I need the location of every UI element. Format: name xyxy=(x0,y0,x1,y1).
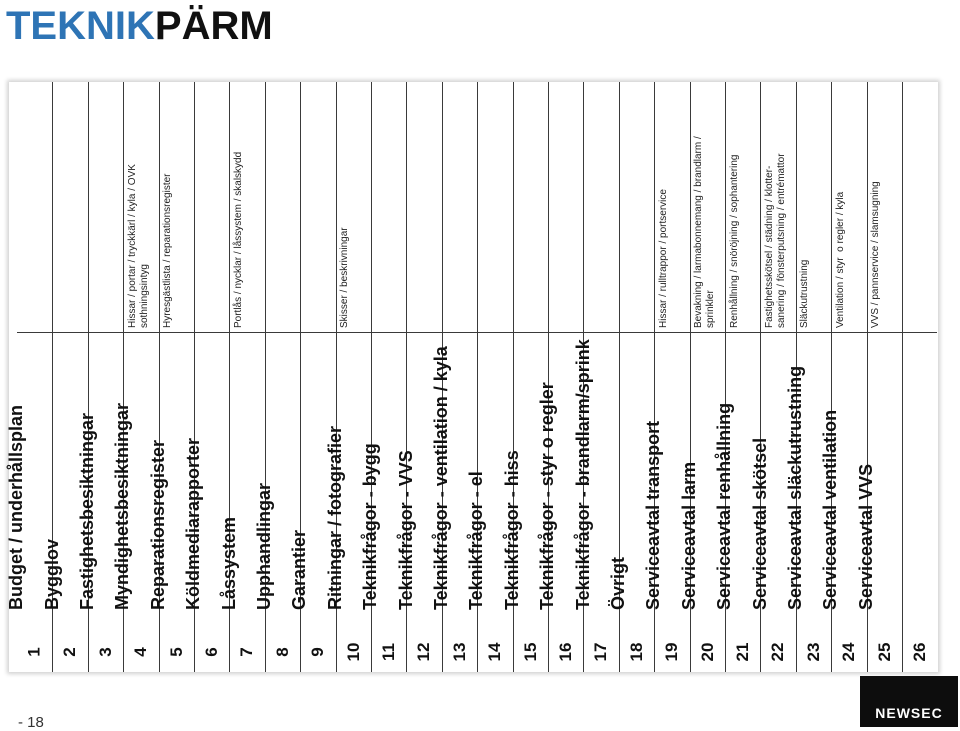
row-number: 22 xyxy=(768,642,788,662)
row-divider xyxy=(478,332,512,333)
row-label: Serviceavtal skötsel xyxy=(749,437,770,610)
row-number: 8 xyxy=(272,647,292,657)
row-number: 24 xyxy=(839,642,859,662)
row-divider xyxy=(655,332,689,333)
row-label: Bygglov xyxy=(41,538,62,610)
index-row xyxy=(902,82,937,672)
row-number: 21 xyxy=(733,642,753,662)
row-divider xyxy=(160,332,194,333)
row-divider xyxy=(124,332,158,333)
row-divider xyxy=(832,332,866,333)
row-note: Fastighetsskötsel / städning / klotter- sanering / fönsterputsning / entrémattor xyxy=(763,153,787,328)
row-number: 11 xyxy=(379,643,399,661)
logo-text: NEWSEC xyxy=(875,704,943,721)
row-number: 20 xyxy=(697,642,717,662)
row-number: 26 xyxy=(910,642,930,662)
row-number: 12 xyxy=(414,642,434,662)
row-note: Bevakning / larmabonnemang / brandlarm / sprinkler xyxy=(693,136,717,328)
row-number: 4 xyxy=(131,647,151,657)
row-divider xyxy=(797,332,831,333)
row-label: Serviceavtal larm xyxy=(678,461,699,610)
row-divider xyxy=(726,332,760,333)
row-divider xyxy=(372,332,406,333)
row-divider xyxy=(443,332,477,333)
row-divider xyxy=(53,332,87,333)
row-label: Teknikfrågor - brandlarm/sprink xyxy=(572,339,593,610)
row-label: Teknikfrågor - VVS xyxy=(395,450,416,610)
row-label: Köldmediarapporter xyxy=(183,437,204,610)
row-divider xyxy=(337,332,371,333)
row-divider xyxy=(868,332,902,333)
row-label: Myndighetsbesiktningar xyxy=(112,402,133,610)
page-title xyxy=(6,2,273,50)
binder-index-sheet xyxy=(5,82,938,672)
row-label: Teknikfrågor - el xyxy=(466,471,487,610)
row-number: 16 xyxy=(556,642,576,662)
row-number: 19 xyxy=(662,642,682,662)
title-part-parm: PÄRM xyxy=(154,4,273,48)
row-number: 23 xyxy=(803,642,823,662)
row-note: Hissar / rulltrappor / portservice xyxy=(657,189,669,328)
row-label: Fastighetsbesiktningar xyxy=(76,412,97,610)
row-label: Reparationsregister xyxy=(147,439,168,610)
row-label: Teknikfrågor - ventilation / kyla xyxy=(430,346,451,610)
row-divider xyxy=(89,332,123,333)
row-number: 7 xyxy=(237,647,257,657)
row-note: Släckutrustning xyxy=(799,259,811,328)
newsec-logo xyxy=(860,676,958,727)
row-divider xyxy=(549,332,583,333)
row-label: Garantier xyxy=(289,529,310,610)
row-divider xyxy=(407,332,441,333)
row-divider xyxy=(620,332,654,333)
row-divider xyxy=(514,332,548,333)
row-number: 17 xyxy=(591,642,611,662)
row-divider xyxy=(17,332,52,333)
row-number: 15 xyxy=(520,642,540,662)
row-note: VVS / pannservice / slamsugning xyxy=(870,181,882,328)
row-note: Skisser / beskrivningar xyxy=(339,227,351,328)
row-divider xyxy=(195,332,229,333)
row-label: Ritningar / fotografier xyxy=(324,426,345,610)
row-divider xyxy=(584,332,618,333)
row-label: Låssystem xyxy=(218,516,239,610)
row-number: 13 xyxy=(449,642,469,662)
row-number: 6 xyxy=(202,647,222,657)
row-label: Serviceavtal transport xyxy=(643,420,664,610)
row-number: 10 xyxy=(343,642,363,662)
row-divider xyxy=(266,332,300,333)
row-note: Hissar / portar / tryckkärl / kyla / OVK sothningsintyg xyxy=(126,164,150,328)
row-number: 18 xyxy=(626,642,646,662)
row-number: 3 xyxy=(95,647,115,657)
row-note: Renhållning / snöröjning / sophantering xyxy=(728,154,740,328)
row-label: Serviceavtal ventilation xyxy=(820,409,841,610)
row-label: Övrigt xyxy=(607,556,628,610)
row-label: Budget / underhållsplan xyxy=(5,404,26,610)
row-number: 25 xyxy=(874,642,894,662)
page-number: - 18 xyxy=(18,714,44,731)
row-number: 9 xyxy=(308,647,328,657)
row-note: Hyresgästlista / reparationsregister xyxy=(162,173,174,328)
row-label: Teknikfrågor - hiss xyxy=(501,450,522,610)
row-divider xyxy=(691,332,725,333)
row-note: Portlås / nycklar / låssystem / skalskydd xyxy=(232,151,244,328)
row-note: Ventilation / styr o regler / kyla xyxy=(834,191,846,328)
row-label: Upphandlingar xyxy=(253,483,274,610)
row-label: Teknikfrågor - styr o regler xyxy=(537,382,558,610)
index-row xyxy=(855,82,902,672)
row-number: 2 xyxy=(60,647,80,657)
row-divider xyxy=(761,332,795,333)
row-label: Serviceavtal VVS xyxy=(855,463,876,610)
title-part-teknik: TEKNIK xyxy=(6,4,155,48)
row-number: 1 xyxy=(24,647,44,657)
row-number: 5 xyxy=(166,647,186,657)
row-divider xyxy=(903,332,937,333)
row-number: 14 xyxy=(485,642,505,662)
row-divider xyxy=(301,332,335,333)
row-divider xyxy=(230,332,264,333)
row-label: Serviceavtal renhållning xyxy=(714,402,735,610)
row-label: Teknikfrågor - bygg xyxy=(360,443,381,610)
row-label: Serviceavtal släckutrustning xyxy=(784,365,805,610)
